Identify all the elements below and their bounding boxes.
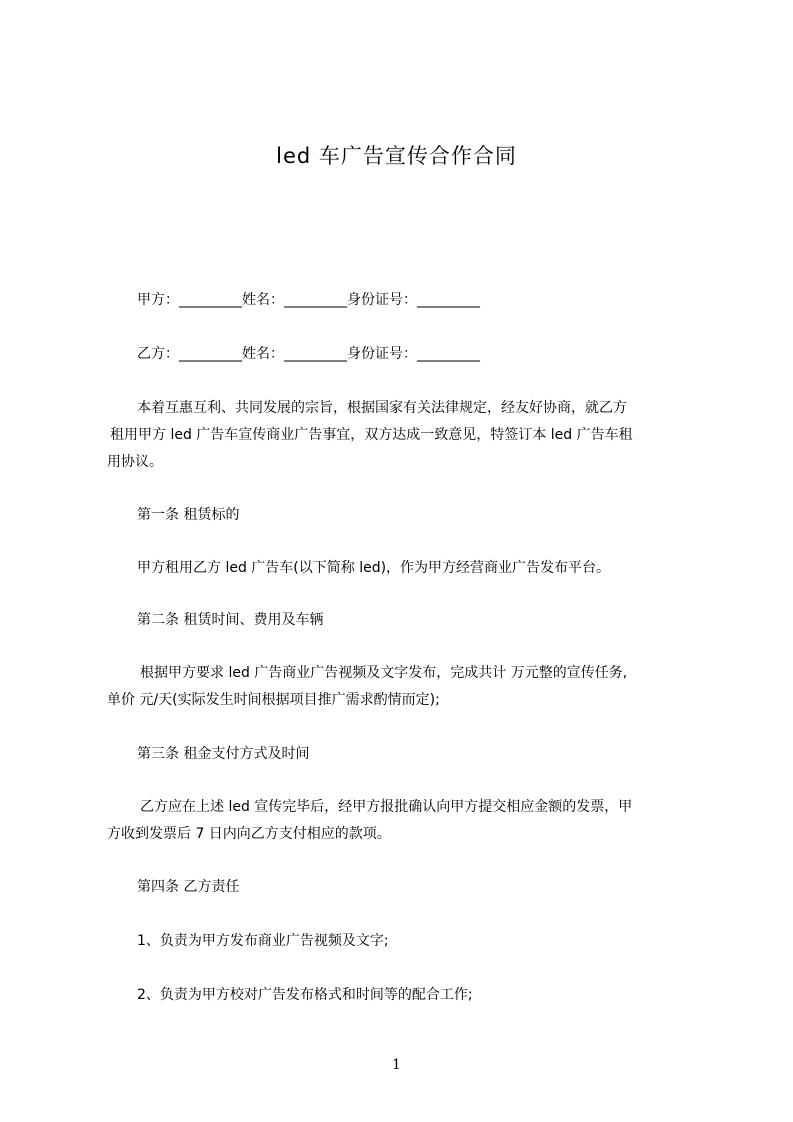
preamble-paragraph bbox=[107, 395, 699, 476]
party-b-line: 乙方：_________姓名：_________身份证号：_________ bbox=[137, 346, 480, 362]
page-number: 1 bbox=[392, 1057, 401, 1073]
article-4-item-1: 1、负责为甲方发布商业广告视频及文字; bbox=[137, 933, 389, 949]
article-3-line-1: 乙方应在上述 led 宣传完毕后，经甲方报批确认向甲方提交相应金额的发票，甲 bbox=[140, 799, 633, 815]
article-2-line-2: 单价 元/天(实际发生时间根据项目推广需求酌情而定); bbox=[107, 692, 440, 708]
article-3-heading: 第三条 租金支付方式及时间 bbox=[137, 746, 310, 762]
party-a-line: 甲方：_________姓名：_________身份证号：_________ bbox=[137, 292, 480, 308]
article-1-body: 甲方租用乙方 led 广告车(以下简称 led)，作为甲方经营商业广告发布平台。 bbox=[137, 560, 611, 576]
article-4-heading: 第四条 乙方责任 bbox=[137, 879, 240, 895]
article-2-heading: 第二条 租赁时间、费用及车辆 bbox=[137, 612, 324, 628]
preamble-line-2: 租用甲方 led 广告车宣传商业广告事宜，双方达成一致意见，特签订本 led 广告车租 bbox=[110, 427, 633, 443]
document-title: led 车广告宣传合作合同 bbox=[276, 144, 517, 168]
article-3-line-2: 方收到发票后 7 日内向乙方支付相应的款项。 bbox=[107, 826, 391, 842]
article-2-paragraph bbox=[107, 660, 699, 714]
article-1-heading: 第一条 租赁标的 bbox=[137, 507, 240, 523]
preamble-line-1: 本着互惠互利、共同发展的宗旨，根据国家有关法律规定，经友好协商，就乙方 bbox=[137, 400, 627, 416]
article-2-line-1: 根据甲方要求 led 广告商业广告视频及文字发布，完成共计 万元整的宣传任务, bbox=[140, 665, 628, 681]
article-4-item-2: 2、负责为甲方校对广告发布格式和时间等的配合工作; bbox=[137, 987, 473, 1003]
article-3-paragraph bbox=[107, 794, 699, 848]
preamble-line-3: 用协议。 bbox=[107, 454, 163, 470]
